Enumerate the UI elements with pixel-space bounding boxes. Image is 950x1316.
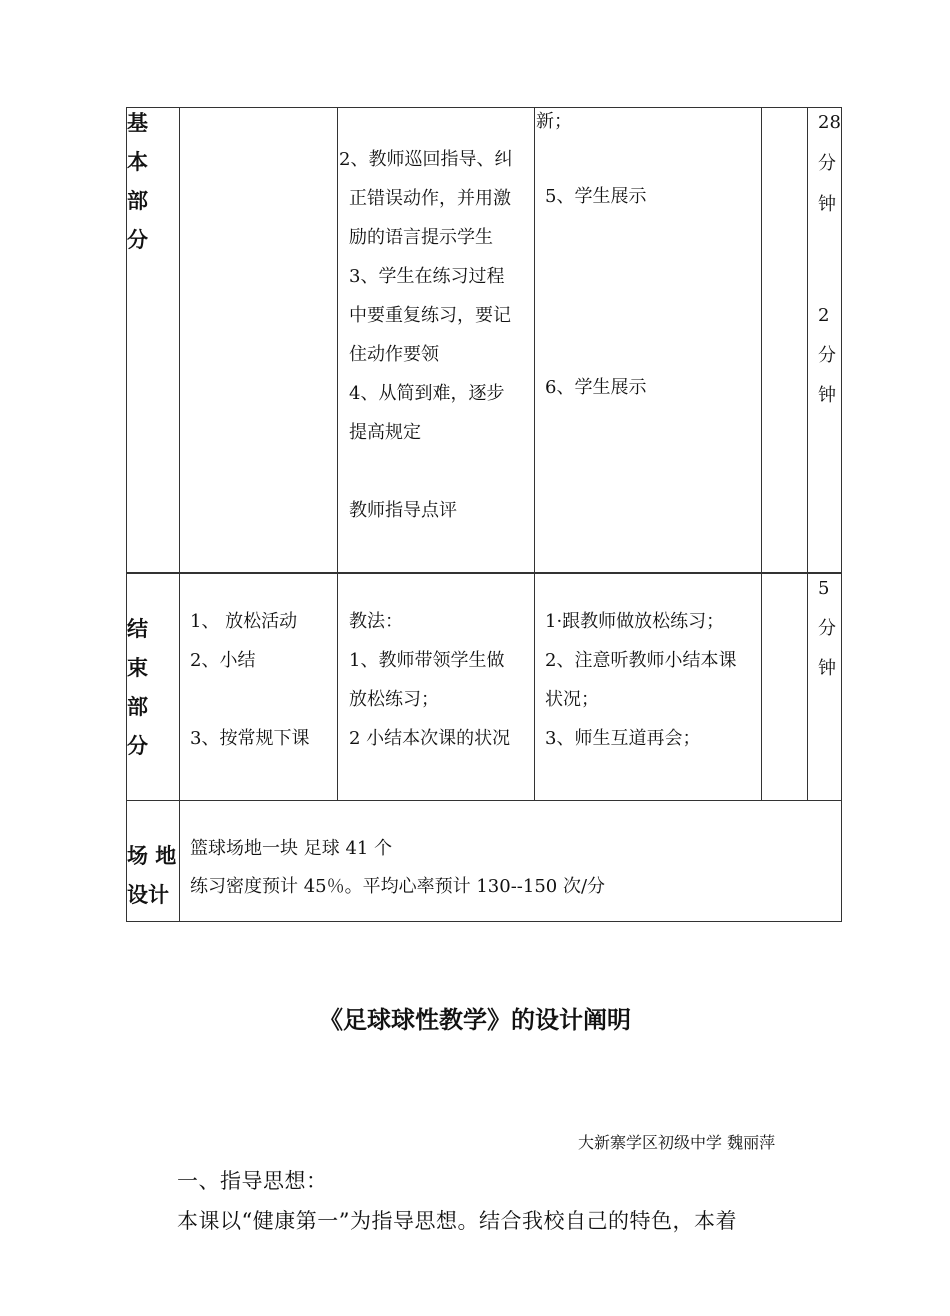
text-line: 正错误动作，并用激 [349,188,511,209]
table-col-line-3 [534,107,535,801]
text-line: 2、教师巡回指导、纠 [339,149,513,170]
text-line: 提高规定 [349,422,421,443]
table-border-bottom [126,921,842,922]
text-line: 状况； [545,689,599,710]
basic-student-show-6: 6、学生展示 [545,377,647,398]
table-col-line-1 [179,107,180,922]
ending-time: 5 分 钟 [818,578,836,679]
text-line: 1·跟教师做放松练习； [545,611,725,632]
text-line: 教法： [349,611,403,632]
basic-section-header: 基 本 部 分 [127,110,148,252]
text-line: 3、按常规下课 [190,728,310,749]
text-line: 2 小结本次课的状况 [349,728,511,749]
venue-line-2: 练习密度预计 45％。平均心率预计 130--150 次/分 [190,876,606,897]
venue-section-header: 场 地 设计 [127,843,177,907]
table-border-top [126,107,842,108]
table-divider-basic-ending [126,572,842,574]
venue-line-1: 篮球场地一块 足球 41 个 [190,838,393,859]
table-col-line-5 [807,107,808,801]
text-line: 中要重复练习，要记 [349,305,511,326]
table-divider-ending-venue [126,800,842,801]
author-line: 大新寨学区初级中学 魏丽萍 [578,1133,776,1152]
text-line [339,452,512,491]
text-line: 2、注意听教师小结本课 [545,650,737,671]
text-line: 3、学生在练习过程 [349,266,505,287]
text-line: 2、小结 [190,650,256,671]
basic-student-show-5: 5、学生展示 [545,186,647,207]
document-title: 《足球球性教学》的设计阐明 [319,1005,631,1034]
text-line: 4、从简到难，逐步 [349,383,505,404]
text-line: 3、师生互道再会； [545,728,701,749]
text-line: 教师指导点评 [349,500,457,521]
basic-time-b: 2 分 钟 [818,305,836,406]
basic-student-top: 新； [536,111,572,132]
table-col-line-4 [761,107,762,801]
text-line: 住动作要领 [349,344,439,365]
basic-time-a: 28 分 钟 [818,112,841,215]
basic-method-text [339,140,512,530]
table-col-line-2 [337,107,338,801]
table-border-right [841,107,842,922]
text-line: 1、 放松活动 [190,611,298,632]
ending-student-text [545,602,736,758]
text-line: 放松练习； [349,689,439,710]
ending-content-text [190,602,309,758]
text-line: 1、教师带领学生做 [349,650,505,671]
ending-section-header: 结 束 部 分 [127,616,148,758]
text-line [190,680,309,719]
paragraph-text: 本课以“健康第一”为指导思想。结合我校自己的特色，本着 [177,1209,737,1233]
ending-method-text [349,602,510,758]
text-line: 励的语言提示学生 [349,227,493,248]
section-heading: 一、指导思想： [177,1169,328,1193]
